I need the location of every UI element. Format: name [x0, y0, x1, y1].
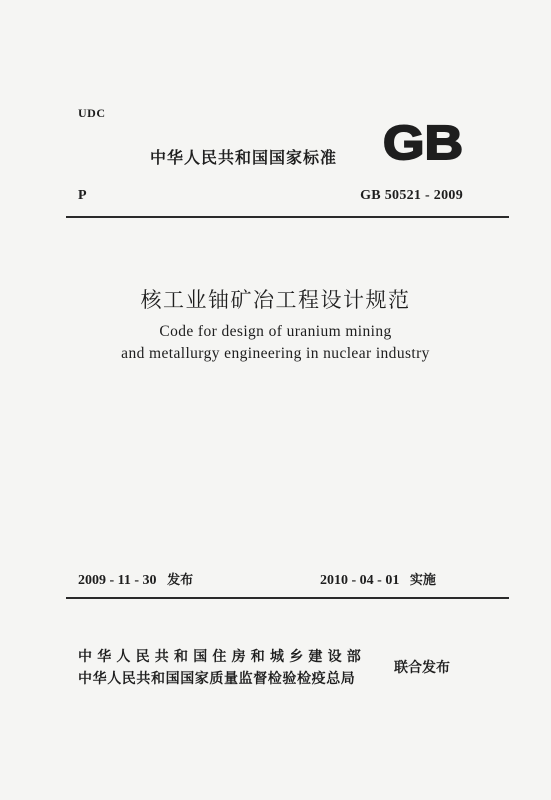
standard-number: GB 50521 - 2009 — [360, 188, 463, 203]
top-divider — [66, 216, 509, 218]
implement-date-block — [320, 569, 436, 589]
joint-release-label: 联合发布 — [394, 660, 450, 676]
issue-label: 发布 — [167, 573, 194, 588]
gb-logo-text: GB — [383, 118, 463, 168]
issue-date-block — [78, 569, 193, 589]
standard-type: 中华人民共和国国家标准 — [150, 148, 338, 167]
title-chinese: 核工业铀矿冶工程设计规范 — [140, 288, 411, 312]
bottom-divider — [66, 597, 509, 599]
issuer-aqsiq: 中华人民共和国国家质量监督检验检疫总局 — [78, 671, 356, 687]
issue-date: 2009 - 11 - 30 — [78, 573, 157, 588]
gb-logo — [380, 118, 466, 168]
title-english-line1: Code for design of uranium mining — [159, 323, 392, 340]
udc-label: UDC — [78, 106, 106, 120]
issuer-ministry: 中华人民共和国住房和城乡建设部 — [78, 649, 366, 665]
category-code: P — [78, 188, 87, 203]
title-english-line2: and metallurgy engineering in nuclear industry — [121, 345, 430, 362]
implement-date: 2010 - 04 - 01 — [320, 573, 400, 588]
implement-label: 实施 — [409, 573, 436, 588]
